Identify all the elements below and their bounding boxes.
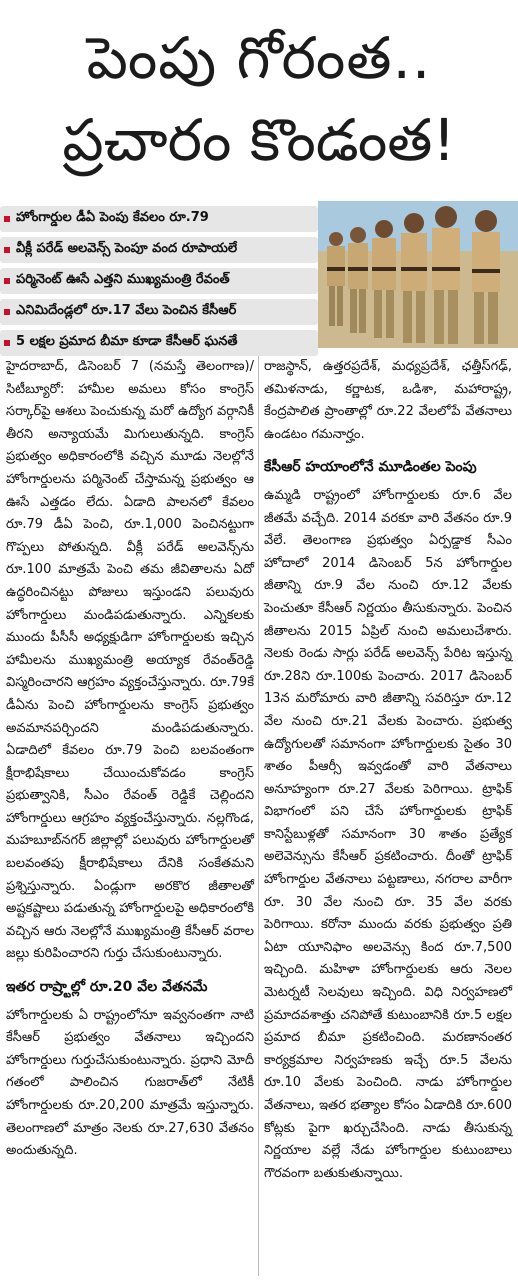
bullet-square-icon xyxy=(4,247,10,253)
highlight-item xyxy=(0,330,318,356)
bullet-square-icon xyxy=(4,340,10,346)
bullet-square-icon xyxy=(4,278,10,284)
highlights-list xyxy=(0,206,318,361)
highlight-text: వీక్లీ పరేడ్ అలవెన్స్ పెంపూ వంద రూపాయలే xyxy=(16,241,238,256)
highlight-item xyxy=(0,268,318,294)
bullet-square-icon xyxy=(4,216,10,222)
body-paragraph: ఉమ్మడి రాష్ట్రంలో హోంగార్డులకు రూ.6 వేల జీతమే వచ్చేది. 2014 వరకూ వారి వేతనం రూ.9 వేలే. తెలంగాణ ప్రభుత్వం ఏర్పడ్డాక సీఎం హోదాలో 2014 డిసెంబర్ 5న హోంగార్డుల జీతాన్ని రూ.9 వేల నుంచి రూ.12 వేలకు పెంచుతూ కేసీఆర్ నిర్ణయం తీసుకున్నారు. పెంచిన జీతాలను 2015 ఏప్రిల్ నుంచి అమలుచేశారు. నెలకు రెండు సార్లు పరేడ్ అలవెన్స్ పేరిట ఇస్తున్న రూ.28ని రూ.100కు పెంచారు. 2017 డిసెంబర్ 13న మరోమారు వారి జీతాన్ని సవరిస్తూ రూ.12 వేల నుంచి రూ.21 వేలకు పెంచారు. ప్రభుత్వ ఉద్యోగులతో సమానంగా హోంగార్డులకు సైతం 30 శాతం పీఆర్సీ ఇవ్వడంతో వారి వేతనాలు అనూహ్యంగా రూ.27 వేలకు పెరిగాయి. ట్రాఫిక్ విభాగంలో పని చేసే హోంగార్డులకు ట్రాఫిక్ కానిస్టేబుళ్లతో సమానంగా 30 శాతం ప్రత్యేక అలెవెన్సును కేసీఆర్ ప్రకటించారు. దీంతో ట్రాఫిక్ హోంగార్డుల వేతనాలు పట్టణాలు, నగరాల వారీగా రూ. 30 వేల నుంచి రూ. 35 వేల వరకు పెరిగాయి. కరోనా ముందు వరకు ప్రభుత్వం ప్రతి ఏటా యూనిఫాం అలవెన్సు కింద రూ.7,500 ఇచ్చింది. మహిళా హోంగార్డులకు ఆరు నెలల మెటర్నటీ సెలవులు ఇచ్చింది. విధి నిర్వహణలో ప్రమాదవశాత్తు చనిపోతే కుటుంబానికి రూ.5 లక్షల ప్రమాద బీమా ప్రకటించింది. మరణానంతర కార్యక్రమాల నిర్వహణకు ఇచ్చే రూ.5 వేలను రూ.10 వేలకు పెంచింది. నాడు హోంగార్డుల వేతనాలు, ఇతర భత్యాల కోసం ఏడాదికి రూ.600 కోట్లకు పైగా ఖర్చుచేసింది. నాడు తీసుకున్న నిర్ణయాల వల్లే నేడు హోంగార్డుల కుటుంబాలు గౌరవంగా బతుకుతున్నాయి. xyxy=(264,487,512,1181)
headline-line-2: ప్రచారం కొండంత! xyxy=(62,106,456,174)
highlight-item xyxy=(0,237,318,263)
highlight-item xyxy=(0,206,318,232)
subheading: కేసీఆర్ హయాంలోనే మూడింతల పెంపు xyxy=(264,459,477,476)
subheading: ఇతర రాష్ర్టాల్లో రూ.20 వేల వేతనమే xyxy=(6,979,208,996)
headline-line-1: పెంపు గోరంత.. xyxy=(86,24,432,92)
highlight-text: 5 లక్షల ప్రమాద బీమా కూడా కేసీఆర్ ఘనతే xyxy=(16,334,238,349)
highlight-text: పర్మినెంట్ ఊసే ఎత్తని ముఖ్యమంత్రి రేవంత్ xyxy=(16,272,230,287)
home-guards-photo xyxy=(318,201,518,348)
highlight-item xyxy=(0,299,318,325)
highlight-text: ఎనిమిదేండ్లలో రూ.17 వేలు పెంచిన కేసీఆర్ xyxy=(16,303,237,318)
right-column xyxy=(264,356,512,1185)
highlight-text: హోంగార్డుల డీఏ పెంపు కేవలం రూ.79 xyxy=(16,210,209,225)
body-paragraph: హోంగార్డులకు ఏ రాష్ట్రంలోనూ ఇవ్వనంతగా నాటి కేసీఆర్ ప్రభుత్వం వేతనాలు ఇచ్చిందని హోంగార్డులు గుర్తుచేసుకుంటున్నారు. ప్రధాని మోదీ గతంలో పాలించిన గుజరాత్‌లో నేటికీ హోంగార్డులకు రూ.20,200 మాత్రమే ఇస్తున్నారు. తెలంగాణలో మాత్రం నెలకు రూ.27,630 వేతనం అందుతున్నది. xyxy=(6,1007,254,1159)
column-divider xyxy=(258,356,259,1276)
bullet-square-icon xyxy=(4,309,10,315)
body-paragraph: రాజస్థాన్, ఉత్తరప్రదేశ్, మధ్యప్రదేశ్, ఛత్తీస్‌గఢ్, తమిళనాడు, కర్ణాటక, ఒడిశా, మహారాష్ట్ర, కేంద్రపాలిత ప్రాంతాల్లో రూ.22 వేలలోపే వేతనాలు ఉండటం గమనార్హం. xyxy=(264,359,512,442)
body-paragraph: హైదరాబాద్, డిసెంబర్ 7 (నమస్తే తెలంగాణ)/సిటీబ్యూరో: హామీల అమలు కోసం కాంగ్రెస్ సర్కార్‌పై ఆశలు పెంచుకున్న మరో ఉద్యోగ వర్గానికీ తీరని అన్యాయమే మిగులుతున్నది. కాంగ్రెస్ ప్రభుత్వం అధికారంలోకి వచ్చిన మూడు నెలల్లోనే హోంగార్డులను పర్మినెంట్ చేస్తామన్న ప్రభుత్వం ఆ ఊసే ఎత్తడం లేదు. ఏడాది పాలనలో కేవలం రూ.79 డీఏ పెంచి, రూ.1,000 పెంచినట్టుగా గొప్పలు పోతున్నది. వీక్లీ పరేడ్ అలవెన్స్‌ను రూ.100 మాత్రమే పెంచి తమ జీవితాలను ఏదో ఉద్ధరించినట్టు పోజులు ఇస్తుండని పలువురు హోంగార్డులు మండిపడుతున్నారు. ఎన్నికలకు ముందు పీసీసీ అధ్యక్షుడిగా హోంగార్డులకు ఇచ్చిన హామీలను ముఖ్యమంత్రి అయ్యాక రేవంత్‌రెడ్డి విస్మరించారని ఆగ్రహం వ్యక్తంచేస్తున్నారు. రూ.79కే డీఏను పెంచి హోంగార్డులను కాంగ్రెస్ ప్రభుత్వం అవమానపర్చిందని మండిపడుతున్నారు. ఏడాదిలో కేవలం రూ.79 పెంచి బలవంతంగా క్షీరాభిషేకాలు చేయించుకోవడం కాంగ్రెస్ ప్రభుత్వానికి, సీఎం రేవంత్ రెడ్డికే చెల్లిందని హోంగార్డులు ఆగ్రహం వ్యక్తంచేస్తున్నారు. నల్లగొండ, మహబూబ్‌నగర్ జిల్లాల్లో పలువురు హోంగార్డులతో బలవంతపు క్షీరాభిషేకాలు దేనికి సంకేతమని ప్రశ్నిస్తున్నారు. ఏండ్లుగా అరకొర జీతాలతో అష్టకష్టాలు పడుతున్న హోంగార్డులపై అధికారంలోకి వచ్చిన ఆరు నెలల్లోనే ముఖ్యమంత్రి కేసీఆర్ వరాల జల్లు కురిపించారని గుర్తు చేసుకుంటున్నారు. xyxy=(6,359,254,962)
left-column xyxy=(6,356,254,1163)
headline xyxy=(0,0,518,196)
